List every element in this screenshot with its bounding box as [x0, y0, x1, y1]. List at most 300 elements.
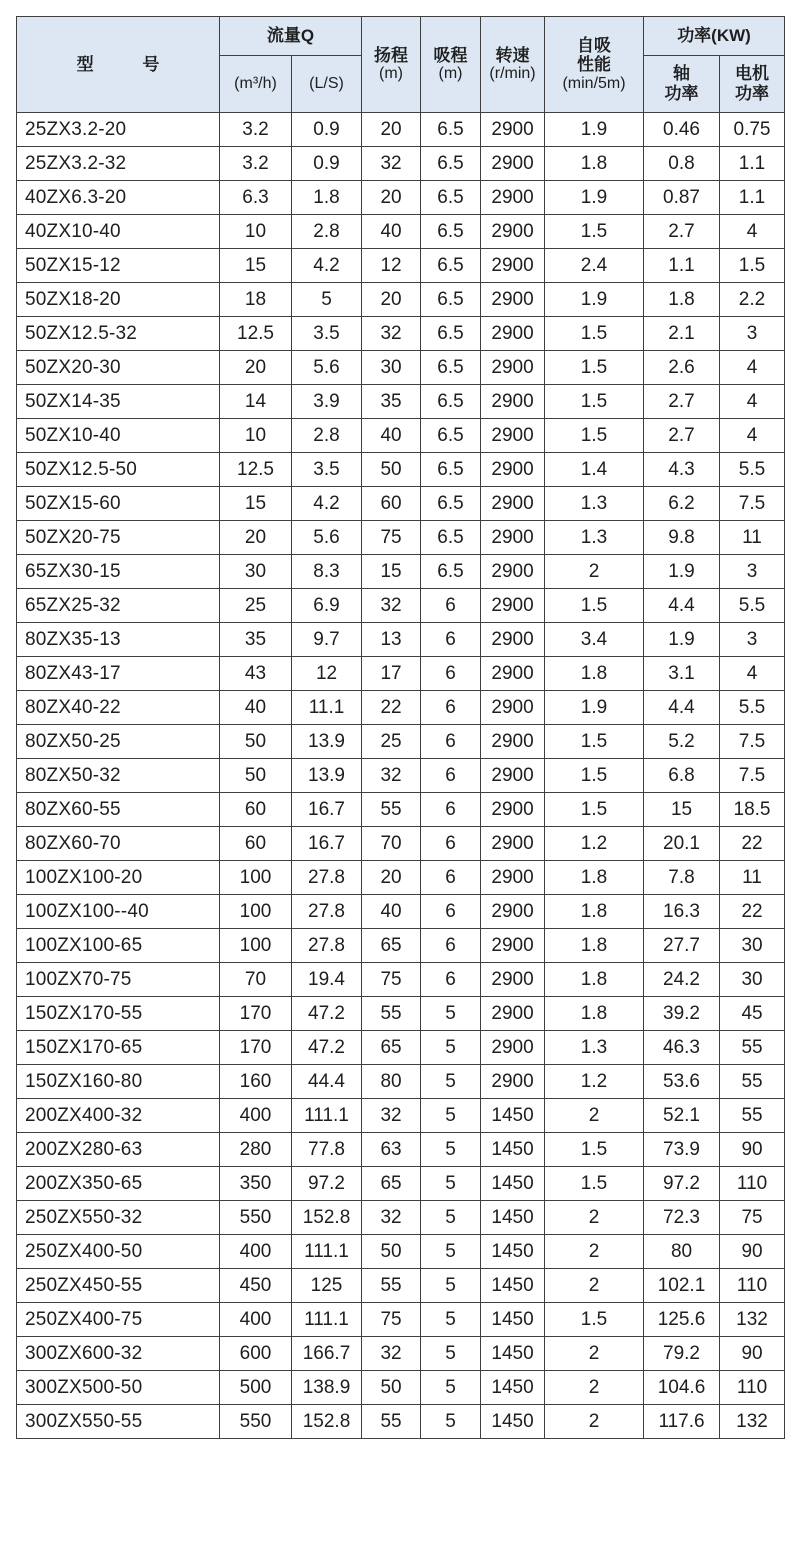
header-suction-label: 吸程 — [433, 45, 468, 65]
cell-speed: 2900 — [481, 861, 545, 895]
cell-shaft-power: 0.46 — [644, 113, 720, 147]
table-row — [17, 793, 785, 827]
header-flow-ls: (L/S) — [292, 56, 362, 113]
cell-self-priming: 1.5 — [545, 317, 644, 351]
cell-flow-ls: 6.9 — [292, 589, 362, 623]
cell-shaft-power: 1.9 — [644, 623, 720, 657]
cell-model: 200ZX350-65 — [17, 1167, 220, 1201]
cell-speed: 1450 — [481, 1235, 545, 1269]
cell-flow-ls: 5.6 — [292, 351, 362, 385]
cell-flow-m3h: 170 — [220, 997, 292, 1031]
cell-suction: 5 — [421, 1303, 481, 1337]
cell-suction: 5 — [421, 1201, 481, 1235]
cell-flow-ls: 27.8 — [292, 929, 362, 963]
cell-model: 300ZX600-32 — [17, 1337, 220, 1371]
cell-model: 80ZX60-55 — [17, 793, 220, 827]
cell-flow-ls: 125 — [292, 1269, 362, 1303]
cell-shaft-power: 27.7 — [644, 929, 720, 963]
cell-flow-ls: 138.9 — [292, 1371, 362, 1405]
table-row — [17, 759, 785, 793]
cell-flow-ls: 9.7 — [292, 623, 362, 657]
cell-flow-ls: 27.8 — [292, 895, 362, 929]
table-row — [17, 283, 785, 317]
cell-model: 100ZX100--40 — [17, 895, 220, 929]
cell-self-priming: 1.5 — [545, 419, 644, 453]
cell-self-priming: 2 — [545, 555, 644, 589]
cell-model: 80ZX43-17 — [17, 657, 220, 691]
cell-flow-ls: 47.2 — [292, 1031, 362, 1065]
cell-speed: 2900 — [481, 147, 545, 181]
cell-flow-ls: 111.1 — [292, 1303, 362, 1337]
cell-motor-power: 18.5 — [720, 793, 785, 827]
cell-shaft-power: 0.8 — [644, 147, 720, 181]
cell-flow-ls: 11.1 — [292, 691, 362, 725]
cell-flow-m3h: 30 — [220, 555, 292, 589]
table-row — [17, 1269, 785, 1303]
cell-suction: 5 — [421, 1269, 481, 1303]
cell-motor-power: 4 — [720, 385, 785, 419]
cell-model: 150ZX170-55 — [17, 997, 220, 1031]
cell-shaft-power: 3.1 — [644, 657, 720, 691]
cell-speed: 2900 — [481, 419, 545, 453]
cell-flow-m3h: 43 — [220, 657, 292, 691]
spec-table-container — [16, 16, 784, 1439]
table-row — [17, 453, 785, 487]
cell-flow-ls: 77.8 — [292, 1133, 362, 1167]
cell-head: 65 — [362, 1167, 421, 1201]
cell-model: 250ZX400-50 — [17, 1235, 220, 1269]
cell-model: 80ZX40-22 — [17, 691, 220, 725]
cell-head: 50 — [362, 453, 421, 487]
cell-head: 75 — [362, 963, 421, 997]
cell-self-priming: 1.9 — [545, 181, 644, 215]
cell-model: 50ZX10-40 — [17, 419, 220, 453]
cell-suction: 5 — [421, 1235, 481, 1269]
cell-shaft-power: 79.2 — [644, 1337, 720, 1371]
cell-shaft-power: 9.8 — [644, 521, 720, 555]
cell-self-priming: 2 — [545, 1405, 644, 1439]
cell-flow-m3h: 12.5 — [220, 317, 292, 351]
cell-self-priming: 2 — [545, 1235, 644, 1269]
cell-self-priming: 1.5 — [545, 385, 644, 419]
table-row — [17, 1201, 785, 1235]
cell-suction: 6.5 — [421, 521, 481, 555]
cell-suction: 5 — [421, 1371, 481, 1405]
cell-speed: 1450 — [481, 1167, 545, 1201]
table-row — [17, 113, 785, 147]
cell-flow-ls: 27.8 — [292, 861, 362, 895]
cell-model: 80ZX50-32 — [17, 759, 220, 793]
cell-flow-m3h: 100 — [220, 895, 292, 929]
cell-motor-power: 5.5 — [720, 691, 785, 725]
cell-motor-power: 5.5 — [720, 453, 785, 487]
cell-flow-m3h: 15 — [220, 249, 292, 283]
cell-self-priming: 1.5 — [545, 759, 644, 793]
table-header — [17, 17, 785, 113]
cell-motor-power: 4 — [720, 657, 785, 691]
cell-motor-power: 4 — [720, 215, 785, 249]
header-suction — [421, 17, 481, 113]
table-row — [17, 1133, 785, 1167]
cell-self-priming: 1.8 — [545, 963, 644, 997]
cell-head: 50 — [362, 1371, 421, 1405]
cell-model: 250ZX450-55 — [17, 1269, 220, 1303]
cell-flow-m3h: 15 — [220, 487, 292, 521]
header-head-unit: (m) — [379, 65, 403, 83]
cell-head: 32 — [362, 317, 421, 351]
cell-flow-ls: 4.2 — [292, 487, 362, 521]
header-flow-m3h: (m³/h) — [220, 56, 292, 113]
cell-shaft-power: 102.1 — [644, 1269, 720, 1303]
cell-suction: 5 — [421, 1065, 481, 1099]
cell-flow-m3h: 400 — [220, 1235, 292, 1269]
cell-suction: 6.5 — [421, 555, 481, 589]
cell-speed: 2900 — [481, 929, 545, 963]
table-row — [17, 181, 785, 215]
cell-model: 250ZX550-32 — [17, 1201, 220, 1235]
table-row — [17, 1167, 785, 1201]
cell-self-priming: 1.5 — [545, 215, 644, 249]
cell-flow-m3h: 500 — [220, 1371, 292, 1405]
cell-flow-ls: 3.5 — [292, 317, 362, 351]
cell-flow-m3h: 3.2 — [220, 147, 292, 181]
cell-suction: 6 — [421, 691, 481, 725]
cell-shaft-power: 46.3 — [644, 1031, 720, 1065]
cell-shaft-power: 1.8 — [644, 283, 720, 317]
cell-motor-power: 3 — [720, 623, 785, 657]
cell-speed: 2900 — [481, 317, 545, 351]
table-row — [17, 589, 785, 623]
cell-head: 40 — [362, 215, 421, 249]
cell-head: 20 — [362, 113, 421, 147]
cell-suction: 6 — [421, 861, 481, 895]
cell-head: 63 — [362, 1133, 421, 1167]
cell-self-priming: 1.3 — [545, 521, 644, 555]
cell-speed: 1450 — [481, 1269, 545, 1303]
cell-head: 12 — [362, 249, 421, 283]
cell-shaft-power: 73.9 — [644, 1133, 720, 1167]
cell-motor-power: 55 — [720, 1099, 785, 1133]
cell-speed: 2900 — [481, 521, 545, 555]
cell-self-priming: 1.3 — [545, 1031, 644, 1065]
cell-speed: 2900 — [481, 487, 545, 521]
cell-speed: 1450 — [481, 1303, 545, 1337]
cell-model: 150ZX160-80 — [17, 1065, 220, 1099]
table-row — [17, 861, 785, 895]
cell-suction: 6.5 — [421, 487, 481, 521]
cell-flow-ls: 4.2 — [292, 249, 362, 283]
cell-head: 32 — [362, 147, 421, 181]
cell-model: 150ZX170-65 — [17, 1031, 220, 1065]
cell-suction: 5 — [421, 1337, 481, 1371]
cell-speed: 2900 — [481, 963, 545, 997]
cell-flow-ls: 44.4 — [292, 1065, 362, 1099]
cell-suction: 5 — [421, 1405, 481, 1439]
cell-motor-power: 90 — [720, 1235, 785, 1269]
cell-motor-power: 132 — [720, 1405, 785, 1439]
header-motor-power — [720, 56, 785, 113]
cell-speed: 1450 — [481, 1133, 545, 1167]
cell-flow-m3h: 60 — [220, 793, 292, 827]
cell-model: 50ZX12.5-50 — [17, 453, 220, 487]
cell-model: 80ZX60-70 — [17, 827, 220, 861]
cell-speed: 2900 — [481, 623, 545, 657]
cell-flow-m3h: 35 — [220, 623, 292, 657]
cell-motor-power: 30 — [720, 963, 785, 997]
cell-shaft-power: 4.4 — [644, 589, 720, 623]
cell-speed: 2900 — [481, 691, 545, 725]
cell-motor-power: 1.1 — [720, 147, 785, 181]
table-row — [17, 521, 785, 555]
header-motor-power-line2: 功率 — [735, 84, 770, 103]
header-flow: 流量Q — [220, 17, 362, 56]
cell-suction: 6 — [421, 793, 481, 827]
cell-motor-power: 7.5 — [720, 487, 785, 521]
cell-head: 32 — [362, 1201, 421, 1235]
cell-motor-power: 55 — [720, 1031, 785, 1065]
cell-shaft-power: 6.8 — [644, 759, 720, 793]
cell-self-priming: 1.8 — [545, 895, 644, 929]
cell-flow-m3h: 450 — [220, 1269, 292, 1303]
header-power: 功率(KW) — [644, 17, 785, 56]
table-row — [17, 147, 785, 181]
cell-head: 55 — [362, 793, 421, 827]
table-row — [17, 725, 785, 759]
cell-flow-ls: 8.3 — [292, 555, 362, 589]
cell-flow-m3h: 10 — [220, 215, 292, 249]
table-row — [17, 1031, 785, 1065]
cell-suction: 6.5 — [421, 249, 481, 283]
cell-flow-m3h: 350 — [220, 1167, 292, 1201]
cell-speed: 2900 — [481, 351, 545, 385]
cell-self-priming: 1.8 — [545, 657, 644, 691]
header-self-priming-line2: 性能 — [577, 55, 612, 75]
cell-motor-power: 2.2 — [720, 283, 785, 317]
cell-model: 50ZX15-60 — [17, 487, 220, 521]
cell-head: 17 — [362, 657, 421, 691]
cell-model: 100ZX100-20 — [17, 861, 220, 895]
cell-suction: 6 — [421, 827, 481, 861]
cell-model: 25ZX3.2-20 — [17, 113, 220, 147]
cell-model: 300ZX550-55 — [17, 1405, 220, 1439]
cell-shaft-power: 1.1 — [644, 249, 720, 283]
cell-model: 200ZX400-32 — [17, 1099, 220, 1133]
cell-suction: 6.5 — [421, 385, 481, 419]
cell-suction: 6 — [421, 895, 481, 929]
header-self-priming-line1: 自吸 — [577, 35, 612, 55]
cell-speed: 2900 — [481, 215, 545, 249]
cell-flow-ls: 5.6 — [292, 521, 362, 555]
cell-speed: 2900 — [481, 181, 545, 215]
cell-flow-m3h: 400 — [220, 1303, 292, 1337]
cell-shaft-power: 6.2 — [644, 487, 720, 521]
table-row — [17, 827, 785, 861]
table-row — [17, 997, 785, 1031]
cell-model: 50ZX18-20 — [17, 283, 220, 317]
cell-motor-power: 90 — [720, 1133, 785, 1167]
cell-shaft-power: 53.6 — [644, 1065, 720, 1099]
cell-flow-ls: 16.7 — [292, 827, 362, 861]
cell-self-priming: 2 — [545, 1099, 644, 1133]
cell-head: 32 — [362, 759, 421, 793]
cell-motor-power: 4 — [720, 351, 785, 385]
cell-suction: 6.5 — [421, 351, 481, 385]
cell-motor-power: 7.5 — [720, 725, 785, 759]
cell-head: 35 — [362, 385, 421, 419]
cell-motor-power: 7.5 — [720, 759, 785, 793]
cell-motor-power: 3 — [720, 317, 785, 351]
cell-shaft-power: 125.6 — [644, 1303, 720, 1337]
cell-shaft-power: 4.3 — [644, 453, 720, 487]
cell-self-priming: 1.9 — [545, 113, 644, 147]
cell-head: 13 — [362, 623, 421, 657]
cell-suction: 6.5 — [421, 419, 481, 453]
cell-suction: 6.5 — [421, 147, 481, 181]
cell-head: 32 — [362, 589, 421, 623]
cell-self-priming: 2 — [545, 1269, 644, 1303]
cell-speed: 2900 — [481, 453, 545, 487]
cell-self-priming: 1.2 — [545, 827, 644, 861]
cell-flow-ls: 16.7 — [292, 793, 362, 827]
cell-head: 20 — [362, 861, 421, 895]
cell-head: 30 — [362, 351, 421, 385]
header-shaft-power-line1: 轴 — [673, 64, 691, 84]
header-shaft-power — [644, 56, 720, 113]
cell-motor-power: 0.75 — [720, 113, 785, 147]
cell-model: 200ZX280-63 — [17, 1133, 220, 1167]
cell-speed: 2900 — [481, 793, 545, 827]
cell-head: 22 — [362, 691, 421, 725]
cell-suction: 6.5 — [421, 113, 481, 147]
cell-shaft-power: 24.2 — [644, 963, 720, 997]
cell-shaft-power: 2.7 — [644, 385, 720, 419]
cell-self-priming: 1.8 — [545, 147, 644, 181]
header-speed-unit: (r/min) — [489, 65, 536, 83]
cell-shaft-power: 52.1 — [644, 1099, 720, 1133]
header-model: 型 号 — [17, 17, 220, 113]
cell-suction: 6.5 — [421, 453, 481, 487]
cell-self-priming: 1.5 — [545, 725, 644, 759]
cell-model: 25ZX3.2-32 — [17, 147, 220, 181]
table-row — [17, 385, 785, 419]
cell-shaft-power: 2.7 — [644, 419, 720, 453]
cell-model: 80ZX35-13 — [17, 623, 220, 657]
cell-suction: 5 — [421, 1099, 481, 1133]
cell-motor-power: 22 — [720, 895, 785, 929]
cell-suction: 6 — [421, 929, 481, 963]
cell-flow-m3h: 18 — [220, 283, 292, 317]
cell-speed: 2900 — [481, 997, 545, 1031]
cell-motor-power: 4 — [720, 419, 785, 453]
cell-model: 65ZX30-15 — [17, 555, 220, 589]
cell-speed: 1450 — [481, 1405, 545, 1439]
cell-flow-m3h: 100 — [220, 929, 292, 963]
cell-flow-m3h: 20 — [220, 351, 292, 385]
cell-speed: 2900 — [481, 589, 545, 623]
cell-motor-power: 5.5 — [720, 589, 785, 623]
table-row — [17, 657, 785, 691]
cell-speed: 2900 — [481, 725, 545, 759]
cell-model: 50ZX20-30 — [17, 351, 220, 385]
cell-head: 65 — [362, 1031, 421, 1065]
header-shaft-power-line2: 功率 — [664, 84, 699, 103]
cell-model: 50ZX14-35 — [17, 385, 220, 419]
table-row — [17, 691, 785, 725]
cell-shaft-power: 39.2 — [644, 997, 720, 1031]
cell-speed: 1450 — [481, 1099, 545, 1133]
cell-suction: 6 — [421, 759, 481, 793]
cell-speed: 2900 — [481, 827, 545, 861]
cell-flow-m3h: 40 — [220, 691, 292, 725]
cell-shaft-power: 72.3 — [644, 1201, 720, 1235]
header-self-priming-unit: (min/5m) — [562, 74, 626, 92]
cell-suction: 6 — [421, 963, 481, 997]
cell-self-priming: 2 — [545, 1201, 644, 1235]
cell-self-priming: 1.5 — [545, 589, 644, 623]
cell-shaft-power: 2.7 — [644, 215, 720, 249]
cell-speed: 2900 — [481, 385, 545, 419]
cell-head: 75 — [362, 1303, 421, 1337]
header-speed — [481, 17, 545, 113]
cell-model: 100ZX70-75 — [17, 963, 220, 997]
cell-motor-power: 30 — [720, 929, 785, 963]
cell-self-priming: 1.9 — [545, 283, 644, 317]
cell-flow-m3h: 280 — [220, 1133, 292, 1167]
cell-model: 40ZX6.3-20 — [17, 181, 220, 215]
cell-flow-ls: 97.2 — [292, 1167, 362, 1201]
cell-flow-ls: 0.9 — [292, 147, 362, 181]
cell-model: 100ZX100-65 — [17, 929, 220, 963]
cell-suction: 6 — [421, 725, 481, 759]
cell-speed: 2900 — [481, 249, 545, 283]
cell-flow-m3h: 3.2 — [220, 113, 292, 147]
cell-motor-power: 45 — [720, 997, 785, 1031]
cell-model: 250ZX400-75 — [17, 1303, 220, 1337]
table-row — [17, 963, 785, 997]
table-row — [17, 1371, 785, 1405]
cell-flow-ls: 2.8 — [292, 419, 362, 453]
cell-shaft-power: 15 — [644, 793, 720, 827]
cell-speed: 1450 — [481, 1337, 545, 1371]
cell-flow-m3h: 14 — [220, 385, 292, 419]
cell-motor-power: 11 — [720, 521, 785, 555]
cell-flow-ls: 47.2 — [292, 997, 362, 1031]
cell-flow-ls: 13.9 — [292, 759, 362, 793]
cell-motor-power: 55 — [720, 1065, 785, 1099]
cell-shaft-power: 5.2 — [644, 725, 720, 759]
cell-flow-m3h: 25 — [220, 589, 292, 623]
table-row — [17, 249, 785, 283]
table-row — [17, 1405, 785, 1439]
cell-suction: 5 — [421, 1133, 481, 1167]
cell-shaft-power: 2.6 — [644, 351, 720, 385]
cell-flow-ls: 1.8 — [292, 181, 362, 215]
table-row — [17, 1303, 785, 1337]
cell-speed: 2900 — [481, 657, 545, 691]
cell-shaft-power: 20.1 — [644, 827, 720, 861]
cell-head: 32 — [362, 1337, 421, 1371]
cell-self-priming: 1.9 — [545, 691, 644, 725]
cell-head: 40 — [362, 419, 421, 453]
table-body — [17, 113, 785, 1439]
header-motor-power-line1: 电机 — [735, 64, 770, 84]
cell-head: 20 — [362, 283, 421, 317]
cell-flow-m3h: 550 — [220, 1201, 292, 1235]
cell-model: 40ZX10-40 — [17, 215, 220, 249]
cell-flow-m3h: 100 — [220, 861, 292, 895]
header-suction-unit: (m) — [438, 65, 463, 83]
cell-flow-ls: 111.1 — [292, 1235, 362, 1269]
